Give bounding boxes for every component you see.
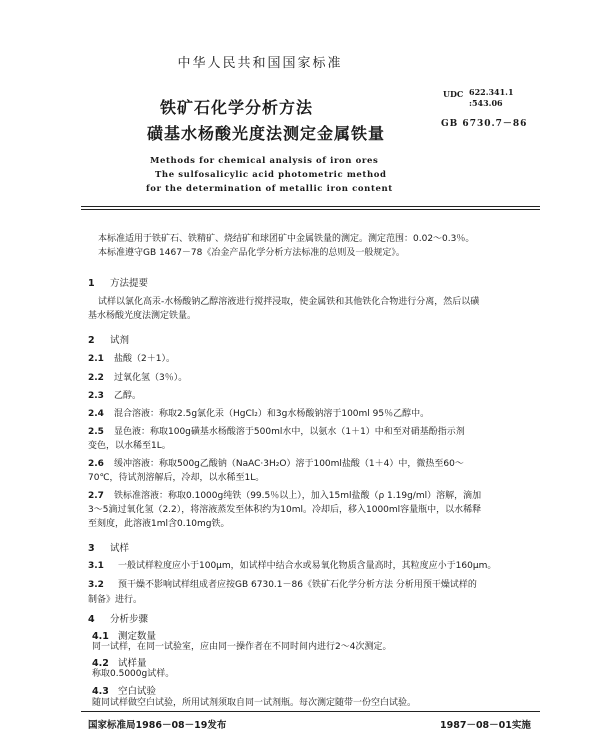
intro-scope: 本标准适用于铁矿石、铁精矿、烧结矿和球团矿中金属铁量的测定。测定范围：0.02～0.3％。: [98, 234, 475, 244]
reagent-item: [88, 488, 481, 501]
section-title: 分析步骤: [110, 614, 149, 625]
subsection-4-1-text: 同一试样，在同一试验室，应由同一操作者在不同时间内进行2～4次测定。: [92, 642, 392, 652]
section-title: 试样: [110, 543, 130, 554]
subsection-title: 测定数量: [118, 631, 157, 642]
item-text: 显色液：称取100g磺基水杨酸溶于500ml水中，以氨水（1＋1）中和至对硝基酚指示剂: [114, 427, 465, 437]
subsection-4-2-heading: [92, 655, 147, 669]
subsection-title: 试样量: [118, 658, 147, 669]
reagent-item: [88, 370, 187, 383]
section-1-text-line: 基水杨酸光度法测定铁量。: [88, 311, 197, 321]
reagent-item-continuation: 70℃，待试剂溶解后，冷却，以水稀至1L。: [88, 473, 265, 483]
header-divider: [81, 206, 540, 207]
reagent-item-continuation: 至刻度，此溶液1ml含0.10mg铁。: [88, 519, 230, 529]
udc-label: UDC: [443, 89, 464, 99]
sample-item: [88, 579, 477, 592]
item-number: 3.2: [88, 580, 104, 590]
subsection-number: 4.3: [92, 686, 109, 697]
subsection-4-3-heading: [92, 683, 156, 697]
title-line-1: 铁矿石化学分析方法: [160, 98, 314, 117]
item-text: 盐酸（2＋1）。: [114, 354, 175, 364]
gb-code: GB 6730.7－86: [441, 119, 528, 129]
sample-item: [88, 560, 496, 573]
subsection-title: 空白试验: [118, 686, 157, 697]
english-title-line-1: Methods for chemical analysis of iron ores: [150, 156, 379, 166]
item-number: 2.5: [88, 427, 104, 437]
header-divider: [81, 209, 540, 210]
item-number: 2.1: [88, 354, 104, 364]
item-number: 2.3: [88, 391, 104, 401]
item-number: 2.4: [88, 409, 104, 419]
sample-item-continuation: 制备》进行。: [88, 595, 143, 605]
intro-compliance: 本标准遵守GB 1467－78《冶金产品化学分析方法标准的总则及一般规定》。: [98, 248, 405, 258]
reagent-item: [88, 351, 175, 364]
reagent-item: [88, 456, 464, 469]
reagent-item-continuation: 3～5滴过氧化氢（2.2），将溶液蒸发至体积约为10ml。冷却后，移入1000ml容量瓶中，以水稀释: [88, 505, 482, 515]
item-text: 乙醇。: [114, 391, 142, 401]
item-number: 2.7: [88, 491, 104, 501]
section-3-heading: [88, 540, 129, 554]
section-number: 1: [88, 278, 95, 289]
item-number: 2.6: [88, 459, 104, 469]
item-text: 缓冲溶液：称取500g乙酸钠（NaAC·3H₂O）溶于100ml盐酸（1＋4）中，微热至60～: [114, 459, 464, 469]
item-text: 一般试样粒度应小于100μm，如试样中结合水或易氧化物质含量高时，其粒度应小于160μm。: [118, 561, 497, 571]
item-number: 2.2: [88, 373, 104, 383]
national-standard-label: 中华人民共和国国家标准: [177, 56, 343, 71]
item-text: 混合溶液：称取2.5g氯化汞（HgCl₂）和3g水杨酸钠溶于100ml 95％乙醇中。: [114, 409, 430, 419]
udc-code-line-1: 622.341.1: [469, 87, 514, 97]
section-number: 2: [88, 335, 95, 346]
section-title: 方法提要: [110, 278, 149, 289]
effective-date: 1987－08－01实施: [440, 720, 531, 731]
section-1-text-line: 试样以氯化高汞-水杨酸钠乙醇溶液进行搅拌浸取，使金属铁和其他铁化合物进行分离，然后以磺: [98, 297, 480, 307]
subsection-number: 4.2: [92, 658, 109, 669]
subsection-4-1-heading: [92, 628, 156, 642]
section-2-heading: [88, 332, 129, 346]
section-1-heading: [88, 275, 148, 289]
section-title: 试剂: [110, 335, 130, 346]
reagent-item: [88, 406, 429, 419]
reagent-item: [88, 388, 141, 401]
item-text: 过氧化氢（3％）。: [114, 373, 188, 383]
reagent-item-continuation: 变色，以水稀至1L。: [88, 441, 171, 451]
item-text: 预干燥不影响试样组成者应按GB 6730.1－86《铁矿石化学分析方法 分析用预干燥试样的: [118, 580, 477, 590]
reagent-item: [88, 424, 465, 437]
subsection-4-3-text: 随同试样做空白试验，所用试剂须取自同一试剂瓶。每次测定随带一份空白试验。: [92, 698, 417, 708]
english-title-line-2: The sulfosalicylic acid photometric method: [155, 170, 387, 180]
section-4-heading: [88, 611, 148, 625]
udc-code-line-2: :543.06: [469, 98, 503, 108]
item-text: 铁标准溶液：称取0.1000g纯铁（99.5％以上），加入15ml盐酸（ρ 1.19g/ml）溶解，滴加: [114, 491, 482, 501]
section-number: 3: [88, 543, 95, 554]
subsection-4-2-text: 称取0.5000g试样。: [92, 669, 175, 679]
item-number: 3.1: [88, 561, 104, 571]
title-line-2: 磺基水杨酸光度法测定金属铁量: [147, 124, 386, 143]
section-number: 4: [88, 614, 95, 625]
footer-divider: [81, 711, 540, 712]
issue-date: 国家标准局1986－08－19发布: [88, 720, 227, 731]
subsection-number: 4.1: [92, 631, 109, 642]
english-title-line-3: for the determination of metallic iron content: [146, 184, 393, 194]
